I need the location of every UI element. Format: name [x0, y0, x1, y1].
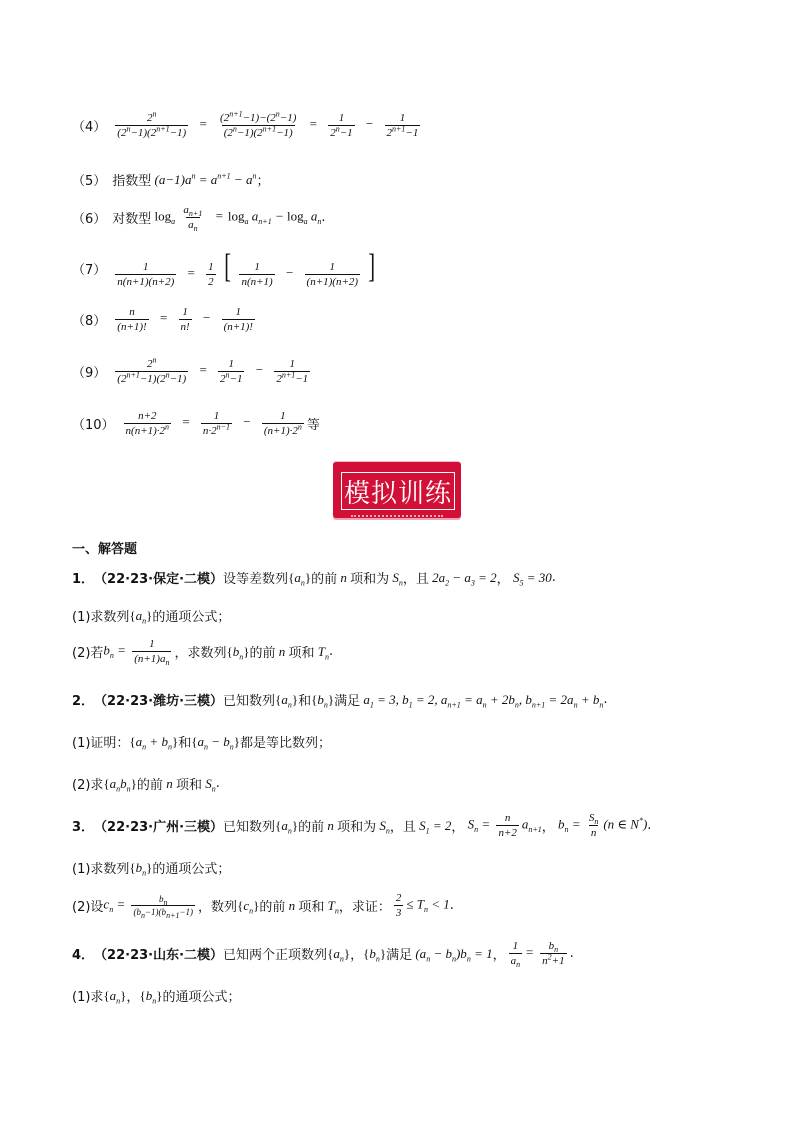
- formula-6: [72, 204, 326, 234]
- math: $S_n$: [201, 775, 216, 794]
- formula-label: （5）: [72, 174, 107, 189]
- problem-text: 设等差数列: [223, 572, 289, 587]
- math: $b_n$ = $\frac{1}{(n+1)a_n}$: [103, 638, 170, 668]
- math: $T_n$: [314, 643, 329, 662]
- problem-text: 满足: [334, 694, 361, 709]
- formula-tail: 等: [306, 418, 320, 433]
- problem-4-stem: [72, 940, 574, 970]
- math: n: [337, 569, 351, 585]
- problem-text: 项和: [175, 778, 202, 793]
- math: $(a_n - b_n)b_n = 1$: [412, 945, 493, 964]
- problem-text: ，求证：: [338, 900, 391, 915]
- formula-expression: $\frac{1}{n(n+1)(n+2)}$ = $\frac{1}{2}$ [ $\frac{1}{n(n+1)}$ − $\frac{1}{(n+1)(n+2)}$ ]: [117, 248, 376, 288]
- problem-text: (2)设: [72, 900, 104, 915]
- problem-source: （22·23·广州·三模）: [94, 820, 224, 835]
- problem-3-part-2: [72, 892, 454, 919]
- problem-1-stem: [72, 568, 556, 587]
- problem-text: ，: [451, 820, 465, 835]
- math: $\{a_n\}$: [129, 607, 153, 626]
- problem-text: .: [215, 776, 220, 791]
- math: $\{a_n\}$: [288, 569, 312, 588]
- section-banner: [333, 462, 461, 518]
- problem-3-stem: [72, 812, 651, 839]
- math: $S_n$ = $\frac{n}{n+2}$ $a_{n+1}$: [464, 812, 542, 839]
- problem-text: .: [569, 946, 574, 961]
- formula-4: [72, 109, 423, 139]
- problem-text: ，求数列: [174, 646, 227, 661]
- banner-decoration: [351, 512, 443, 517]
- formula-label: （8）: [72, 314, 107, 329]
- problem-4-part-1: [72, 986, 240, 1005]
- math: $\{a_n + b_n\}$: [129, 733, 179, 752]
- math: n: [275, 643, 289, 659]
- problem-text: ，: [496, 572, 510, 587]
- math: $\{a_n\}$: [275, 691, 299, 710]
- problem-text: 项和: [298, 900, 325, 915]
- problem-text: 的前: [311, 572, 338, 587]
- problem-text: 满足: [386, 948, 413, 963]
- problem-text: 和: [178, 736, 192, 751]
- formula-10: [72, 410, 320, 437]
- problem-3-part-1: [72, 858, 230, 877]
- math: $c_n$ = $\frac{b_n}{(b_n-1)(b_{n+1}-1)}$: [103, 894, 194, 920]
- problem-text: ，数列: [198, 900, 238, 915]
- formula-label: （7）: [72, 263, 107, 279]
- problem-text: ，: [492, 948, 506, 963]
- problem-text: 都是等比数列；: [240, 736, 332, 751]
- problem-2-stem: [72, 690, 607, 709]
- formula-label: （9）: [72, 366, 107, 381]
- problem-text: (1)证明：: [72, 736, 130, 751]
- problem-text: ，: [541, 820, 555, 835]
- math: $\{a_n - b_n\}$: [191, 733, 240, 752]
- problem-text: 的前: [136, 778, 163, 793]
- formula-expression: $\frac{2^n}{(2^{n+1}-1)(2^n-1)}$ = $\frac{1}{2^n-1}$ − $\frac{1}{2^{n+1}-1}$: [117, 355, 309, 385]
- problem-text: (1)求数列: [72, 610, 130, 625]
- problem-text: .: [551, 570, 556, 585]
- problem-text: .: [449, 898, 454, 913]
- formula-tail: ；: [256, 174, 270, 189]
- problem-text: ，: [126, 990, 140, 1005]
- formula-expression: $(a-1)a^n = a^{n+1} - a^n$: [151, 171, 257, 187]
- problem-source: （22·23·潍坊·三模）: [94, 694, 224, 709]
- math: $\{b_n\}$: [139, 987, 163, 1006]
- problem-text: 的通项公式；: [152, 610, 231, 625]
- formula-5: [72, 170, 269, 189]
- math: $S_1 = 2$: [415, 817, 452, 836]
- math: $b_n$ = $\frac{S_n}{n}$ (n ∈ N*): [554, 812, 648, 839]
- math: $S_5 = 30$: [509, 569, 552, 588]
- math: $\{b_n\}$: [129, 859, 153, 878]
- math: $a_1 = 3$, $b_1 = 2$, $a_{n+1} = a_n + 2b_n$, $b_{n+1} = 2a_n + b_n$: [360, 691, 604, 710]
- problem-text: 已知数列: [223, 694, 276, 709]
- problem-text: 的前: [249, 646, 276, 661]
- formula-8: [72, 306, 258, 333]
- problem-1-part-1: [72, 606, 230, 625]
- formula-9: [72, 355, 313, 385]
- problem-source: （22·23·保定·二模）: [94, 572, 224, 587]
- formula-type-label: 指数型: [112, 174, 152, 189]
- math: $\{a_n\}$: [327, 945, 351, 964]
- problem-text: .: [328, 644, 334, 659]
- math: n: [162, 775, 176, 791]
- math: $\{b_n\}$: [226, 643, 250, 662]
- problem-text: .: [603, 692, 608, 707]
- problem-number: 2．: [72, 694, 95, 709]
- problem-text: (1)求数列: [72, 862, 130, 877]
- formula-7: [72, 250, 378, 288]
- formula-expression: $\log_a$ $\frac{a_{n+1}}{a_n}$ = $\log_a a_{n+1} - \log_a a_n$: [151, 204, 322, 234]
- formula-label: （4）: [72, 120, 107, 135]
- problem-text: (1)求: [72, 990, 104, 1005]
- math: $\{b_n\}$: [311, 691, 335, 710]
- formula-tail: .: [321, 210, 326, 225]
- problem-2-part-2: [72, 774, 220, 793]
- math: $\{a_nb_n\}$: [103, 775, 137, 794]
- math: $S_n$: [389, 569, 403, 588]
- problem-text: .: [647, 818, 652, 833]
- math: $S_n$: [376, 817, 390, 836]
- math: $\frac{2}{3}$ ≤ $T_n < 1$: [395, 892, 450, 919]
- problem-number: 3．: [72, 820, 95, 835]
- problem-text: 已知两个正项数列: [223, 948, 328, 963]
- math: $\{b_n\}$: [363, 945, 387, 964]
- math: n: [324, 817, 338, 833]
- problem-source: （22·23·山东·二模）: [94, 948, 224, 963]
- problem-text: 已知数列: [223, 820, 276, 835]
- math: $\{a_n\}$: [103, 987, 127, 1006]
- banner-title: 模拟训练: [341, 472, 455, 510]
- formula-expression: $\frac{n}{(n+1)!}$ = $\frac{1}{n!}$ − $\frac{1}{(n+1)!}$: [117, 306, 253, 333]
- problem-text: ，且: [402, 572, 429, 587]
- formula-type-label: 对数型: [112, 212, 152, 227]
- math: $\frac{1}{a_n}$ = $\frac{b_n}{n^2+1}$: [510, 940, 565, 970]
- math: n: [285, 897, 299, 913]
- problem-number: 1．: [72, 572, 95, 587]
- math: $T_n$: [324, 897, 339, 916]
- formula-expression: $\frac{2^n}{(2^n-1)(2^{n+1}-1)}$ = $\frac{(2^{n+1}-1)-(2^n-1)}{(2^n-1)(2^{n+1}-1)}$ = $\frac{1}{2^n-1}$ − $\frac{1}{2^{n+1}-1}$: [117, 109, 419, 139]
- math: $\{a_n\}$: [275, 817, 299, 836]
- section-heading: 一、解答题: [72, 542, 138, 557]
- problem-text: ，且: [389, 820, 416, 835]
- math: $2a_2 - a_3 = 2$: [428, 569, 497, 588]
- problem-text: (2)若: [72, 646, 104, 661]
- problem-text: 的通项公式；: [162, 990, 241, 1005]
- formula-label: （6）: [72, 212, 107, 227]
- problem-text: 项和为: [350, 572, 390, 587]
- problem-text: 的前: [259, 900, 286, 915]
- problem-1-part-2: [72, 638, 334, 668]
- problem-number: 4．: [72, 948, 95, 963]
- formula-expression: $\frac{n+2}{n(n+1)\cdot 2^n}$ = $\frac{1}{n\cdot 2^{n-1}}$ − $\frac{1}{(n+1)\cdot 2^n}$: [125, 410, 302, 437]
- problem-text: 的通项公式；: [152, 862, 231, 877]
- problem-2-part-1: [72, 732, 331, 751]
- problem-text: 项和: [288, 646, 315, 661]
- problem-text: 和: [298, 694, 312, 709]
- math: $\{c_n\}$: [237, 897, 260, 916]
- problem-text: 的前: [298, 820, 325, 835]
- formula-label: （10）: [72, 418, 115, 433]
- problem-text: 项和为: [337, 820, 377, 835]
- problem-text: (2)求: [72, 778, 104, 793]
- problem-text: ，: [350, 948, 364, 963]
